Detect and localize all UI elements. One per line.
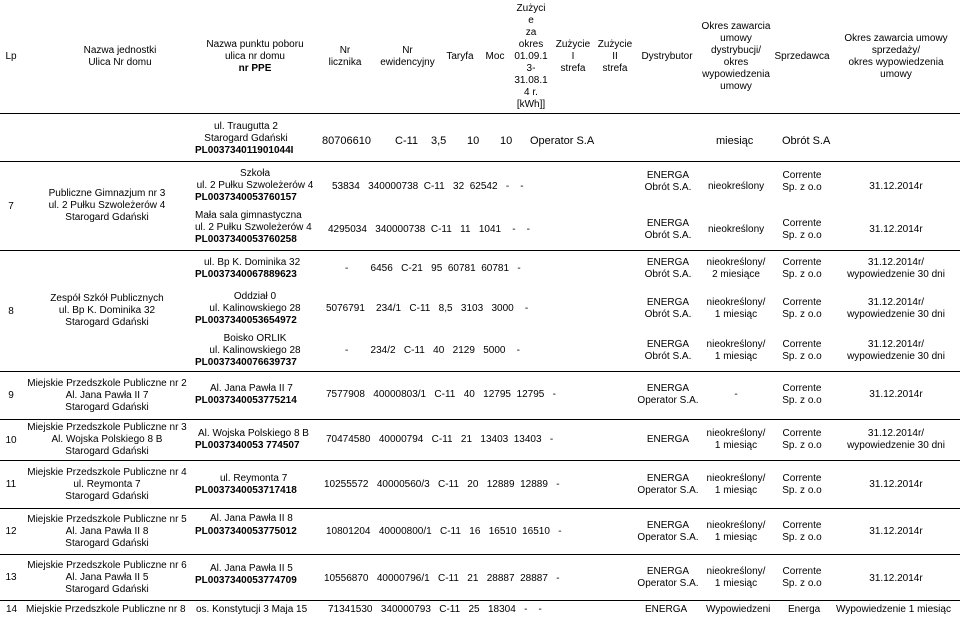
header-unit: Nazwa jednostki Ulica Nr domu bbox=[83, 44, 157, 68]
ppe-number: PL0037340053775012 bbox=[195, 526, 297, 537]
contract-period: nieokreślony/ 1 miesiąc bbox=[706, 297, 766, 320]
pp-address: ul. Reymonta 7 bbox=[220, 473, 288, 484]
contract-period: nieokreślony bbox=[708, 224, 765, 235]
header-consumption: Zużyci e za okres 01.09.1 3- 31.08.1 4 r. [kWh]] bbox=[514, 2, 548, 110]
seller: Energa bbox=[788, 604, 821, 615]
header-meter: Nr licznika bbox=[328, 44, 362, 68]
header-power: Moc bbox=[485, 50, 505, 62]
meter-line: 10255572 40000560/3 C-11 20 12889 12889 - bbox=[324, 479, 560, 490]
header-tariff: Taryfa bbox=[446, 50, 474, 62]
ppe-number: PL0037340053760258 bbox=[195, 234, 297, 245]
row-lp: 13 bbox=[5, 572, 17, 583]
table-row bbox=[0, 372, 960, 420]
distributor: ENERGA Operator S.A. bbox=[637, 383, 699, 406]
header-distributor: Dystrybutor bbox=[641, 50, 693, 62]
ppe-number: PL0037340067889623 bbox=[195, 269, 297, 280]
contract-period: nieokreślony/ 1 miesiąc bbox=[706, 473, 766, 496]
distributor: ENERGA Obrót S.A. bbox=[644, 257, 692, 280]
pp-address: os. Konstytucji 3 Maja 15 bbox=[196, 604, 308, 615]
seller: Corrente Sp. z o.o bbox=[782, 170, 822, 193]
header-seller: Sprzedawca bbox=[774, 50, 830, 62]
row-lp: 14 bbox=[6, 604, 18, 615]
zone2-usage: 10 bbox=[500, 135, 513, 147]
pp-address: Al. Jana Pawła II 5 bbox=[210, 563, 293, 574]
table-row bbox=[0, 461, 960, 509]
header-sales-period: Okres zawarcia umowy sprzedaży/ okres wypowiedzenia umowy bbox=[844, 32, 948, 80]
distributor: Operator S.A bbox=[530, 135, 595, 147]
ppe-number: PL0037340053717418 bbox=[195, 485, 297, 496]
row-lp: 9 bbox=[8, 390, 14, 401]
distributor: ENERGA Obrót S.A. bbox=[644, 339, 692, 362]
row-lp: 8 bbox=[8, 305, 14, 317]
meter-line: 10801204 40000800/1 C-11 16 16510 16510 - bbox=[326, 526, 562, 537]
header-zone2: Zużycie II strefa bbox=[597, 38, 633, 74]
meter-line: 71341530 340000793 C-11 25 18304 - - bbox=[328, 604, 542, 615]
header-evid: Nr ewidencyjny bbox=[380, 44, 435, 68]
unit-name: Zespół Szkół Publicznych ul. Bp K. Dominika 32 Starogard Gdański bbox=[50, 293, 164, 328]
sales-period: 31.12.2014r bbox=[869, 389, 923, 400]
pp-address: Oddział 0 ul. Kalinowskiego 28 bbox=[209, 291, 301, 314]
sales-period: 31.12.2014r/ wypowiedzenie 30 dni bbox=[847, 257, 945, 280]
seller: Corrente Sp. z o.o bbox=[782, 339, 822, 362]
pp-address: Al. Jana Pawła II 8 bbox=[210, 513, 293, 524]
pp-address: Al. Jana Pawła II 7 bbox=[210, 383, 293, 394]
pp-address: ul. Traugutta 2 Starogard Gdański bbox=[204, 121, 288, 144]
ppe-number: PL003734011901044I bbox=[195, 145, 294, 156]
row-lp: 12 bbox=[5, 526, 17, 537]
power: 3,5 bbox=[431, 135, 447, 147]
contract-period: - bbox=[734, 389, 738, 400]
meter-line: 4295034 340000738 C-11 11 1041 - - bbox=[328, 224, 530, 235]
distributor: ENERGA Obrót S.A. bbox=[644, 170, 692, 193]
distributor: ENERGA bbox=[646, 434, 690, 445]
ppe-number: PL0037340053 774507 bbox=[195, 440, 300, 451]
seller: Corrente Sp. z o.o bbox=[782, 383, 822, 406]
sales-period: 31.12.2014r/ wypowiedzenie 30 dni bbox=[847, 339, 945, 362]
distributor: ENERGA Obrót S.A. bbox=[644, 218, 692, 241]
pp-address: Al. Wojska Polskiego 8 B bbox=[198, 428, 309, 439]
meter-line: 10556870 40000796/1 C-11 21 28887 28887 - bbox=[324, 573, 560, 584]
sales-period: 31.12.2014r bbox=[869, 479, 923, 490]
meter-line: 5076791 234/1 C-11 8,5 3103 3000 - bbox=[326, 303, 529, 314]
ppe-number: PL0037340053654972 bbox=[195, 315, 297, 326]
seller: Corrente Sp. z o.o bbox=[782, 297, 822, 320]
contract-period: nieokreślony/ 1 miesiąc bbox=[706, 520, 766, 543]
sales-period: 31.12.2014r bbox=[869, 224, 923, 235]
ppe-number: PL0037340076639737 bbox=[195, 357, 297, 368]
seller: Corrente Sp. z o.o bbox=[782, 257, 822, 280]
seller: Corrente Sp. z o.o bbox=[782, 428, 822, 451]
sales-period: 31.12.2014r bbox=[869, 573, 923, 584]
distributor: ENERGA bbox=[645, 604, 688, 615]
pp-address: Mała sala gimnastyczna ul. 2 Pułku Szwoleżerów 4 bbox=[195, 210, 312, 233]
distributor: ENERGA Operator S.A. bbox=[637, 566, 699, 589]
zone1-usage: 10 bbox=[467, 135, 480, 147]
meter-number: 80706610 bbox=[322, 135, 371, 147]
contract-period: nieokreślony/ 1 miesiąc bbox=[706, 339, 766, 362]
distributor: ENERGA Operator S.A. bbox=[637, 473, 699, 496]
sales-period: 31.12.2014r/ wypowiedzenie 30 dni bbox=[847, 428, 945, 451]
pp-address: Boisko ORLIK ul. Kalinowskiego 28 bbox=[209, 333, 301, 356]
unit-name: Miejskie Przedszkole Publiczne nr 2 Al. Jana Pawła II 7 Starogard Gdański bbox=[27, 377, 187, 413]
sales-period: Wypowiedzenie 1 miesiąc bbox=[836, 604, 951, 615]
unit-name: Miejskie Przedszkole Publiczne nr 8 bbox=[26, 604, 186, 615]
unit-name: Miejskie Przedszkole Publiczne nr 3 Al. Wojska Polskiego 8 B Starogard Gdański bbox=[27, 422, 187, 457]
seller: Corrente Sp. z o.o bbox=[782, 566, 822, 589]
unit-name: Miejskie Przedszkole Publiczne nr 4 ul. Reymonta 7 Starogard Gdański bbox=[27, 466, 187, 502]
meter-line: - 6456 C-21 95 60781 60781 - bbox=[345, 263, 521, 274]
sales-period: 31.12.2014r bbox=[869, 526, 923, 537]
distributor: ENERGA Obrót S.A. bbox=[644, 297, 692, 320]
unit-name: Miejskie Przedszkole Publiczne nr 6 Al. Jana Pawła II 5 Starogard Gdański bbox=[27, 559, 187, 595]
pp-address: Szkoła ul. 2 Pułku Szwoleżerów 4 bbox=[196, 168, 314, 191]
unit-name: Miejskie Przedszkole Publiczne nr 5 Al. Jana Pawła II 8 Starogard Gdański bbox=[27, 513, 187, 549]
contract-period: nieokreślony/ 1 miesiąc bbox=[706, 566, 766, 589]
table-row bbox=[0, 555, 960, 601]
unit-name: Publiczne Gimnazjum nr 3 ul. 2 Pułku Szwoleżerów 4 Starogard Gdański bbox=[48, 188, 166, 223]
distributor: ENERGA Operator S.A. bbox=[637, 520, 699, 543]
ppe-number: PL0037340053775214 bbox=[195, 395, 297, 406]
contract-period: nieokreślony/ 2 miesiące bbox=[706, 257, 766, 280]
table-row bbox=[0, 601, 960, 619]
seller: Obrót S.A bbox=[782, 135, 831, 147]
seller: Corrente Sp. z o.o bbox=[782, 218, 822, 241]
table-row bbox=[0, 420, 960, 461]
seller: Corrente Sp. z o.o bbox=[782, 520, 822, 543]
contract-period: miesiąc bbox=[716, 135, 754, 147]
header-zone1: Zużycie I strefa bbox=[555, 38, 591, 74]
ppe-number: PL0037340053774709 bbox=[195, 575, 297, 586]
sales-period: 31.12.2014r bbox=[869, 181, 923, 192]
meter-line: - 234/2 C-11 40 2129 5000 - bbox=[345, 345, 520, 356]
ppe-number: PL0037340053760157 bbox=[195, 192, 297, 203]
header-dist-period: Okres zawarcia umowy dystrybucji/ okres wypowiedzenia umowy bbox=[701, 20, 771, 92]
seller: Corrente Sp. z o.o bbox=[782, 473, 822, 496]
sales-period: 31.12.2014r/ wypowiedzenie 30 dni bbox=[847, 297, 945, 320]
table-header bbox=[0, 0, 960, 114]
contract-period: nieokreślony/ 1 miesiąc bbox=[706, 428, 766, 451]
table-row bbox=[0, 162, 960, 251]
header-lp: Lp bbox=[5, 50, 17, 62]
table-row bbox=[0, 509, 960, 555]
contract-period: nieokreślony bbox=[708, 181, 765, 192]
pp-address: ul. Bp K. Dominika 32 bbox=[204, 257, 301, 268]
row-lp: 11 bbox=[5, 479, 17, 490]
meter-line: 53834 340000738 C-11 32 62542 - - bbox=[332, 181, 524, 192]
row-lp: 10 bbox=[5, 434, 17, 446]
header-pp: Nazwa punktu poboru ulica nr domu nr PPE bbox=[206, 38, 304, 74]
meter-line: 7577908 40000803/1 C-11 40 12795 12795 - bbox=[326, 389, 556, 400]
meter-line: 70474580 40000794 C-11 21 13403 13403 - bbox=[326, 434, 554, 445]
table-row bbox=[0, 251, 960, 372]
tariff: C-11 bbox=[395, 135, 419, 147]
row-lp: 7 bbox=[8, 200, 14, 212]
table-row bbox=[0, 113, 960, 162]
contract-period: Wypowiedzeni bbox=[706, 604, 771, 615]
